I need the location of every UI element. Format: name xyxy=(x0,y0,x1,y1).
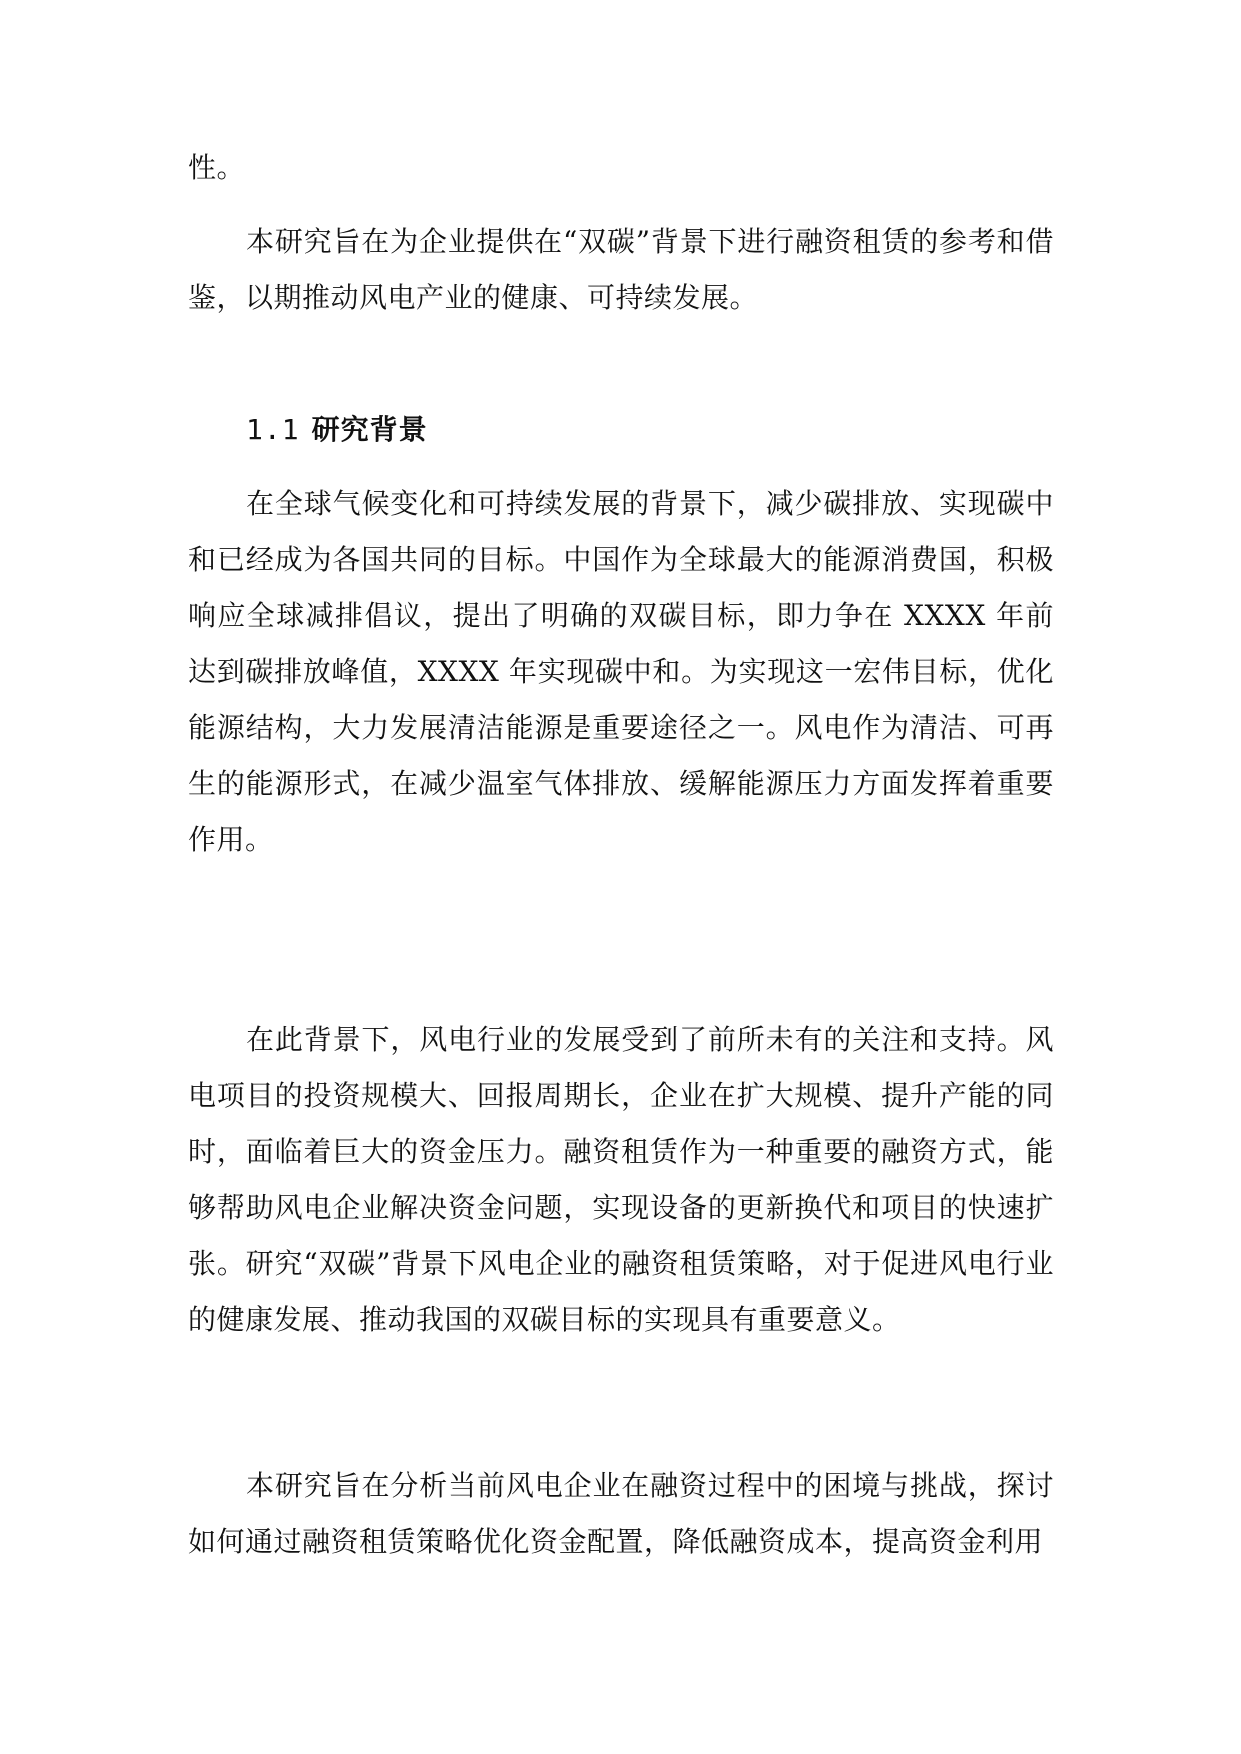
paragraph-background-1: 在全球气候变化和可持续发展的背景下，减少碳排放、实现碳中和已经成为各国共同的目标。中国作为全球最大的能源消费国，积极响应全球减排倡议，提出了明确的双碳目标，即力争在 XXXX 年前达到碳排放峰值，XXXX 年实现碳中和。为实现这一宏伟目标，优化能源结构，大力发展清洁能源是重要途径之一。风电作为清洁、可再生的能源形式，在减少温室气体排放、缓解能源压力方面发挥着重要作用。 xyxy=(188,487,1054,856)
section-heading xyxy=(246,402,428,458)
paragraph-continuation: 性。 xyxy=(188,151,246,184)
paragraph-research-aim: 本研究旨在分析当前风电企业在融资过程中的困境与挑战，探讨如何通过融资租赁策略优化资金配置，降低融资成本，提高资金利用 xyxy=(188,1469,1054,1558)
section-number: 1.1 xyxy=(246,413,300,446)
section-title: 研究背景 xyxy=(311,413,428,446)
paragraph-background-2: 在此背景下，风电行业的发展受到了前所未有的关注和支持。风电项目的投资规模大、回报周期长，企业在扩大规模、提升产能的同时，面临着巨大的资金压力。融资租赁作为一种重要的融资方式，能够帮助风电企业解决资金问题，实现设备的更新换代和项目的快速扩张。研究“双碳”背景下风电企业的融资租赁策略，对于促进风电行业的健康发展、推动我国的双碳目标的实现具有重要意义。 xyxy=(188,1023,1054,1336)
paragraph-purpose: 本研究旨在为企业提供在“双碳”背景下进行融资租赁的参考和借鉴，以期推动风电产业的健康、可持续发展。 xyxy=(188,225,1054,314)
